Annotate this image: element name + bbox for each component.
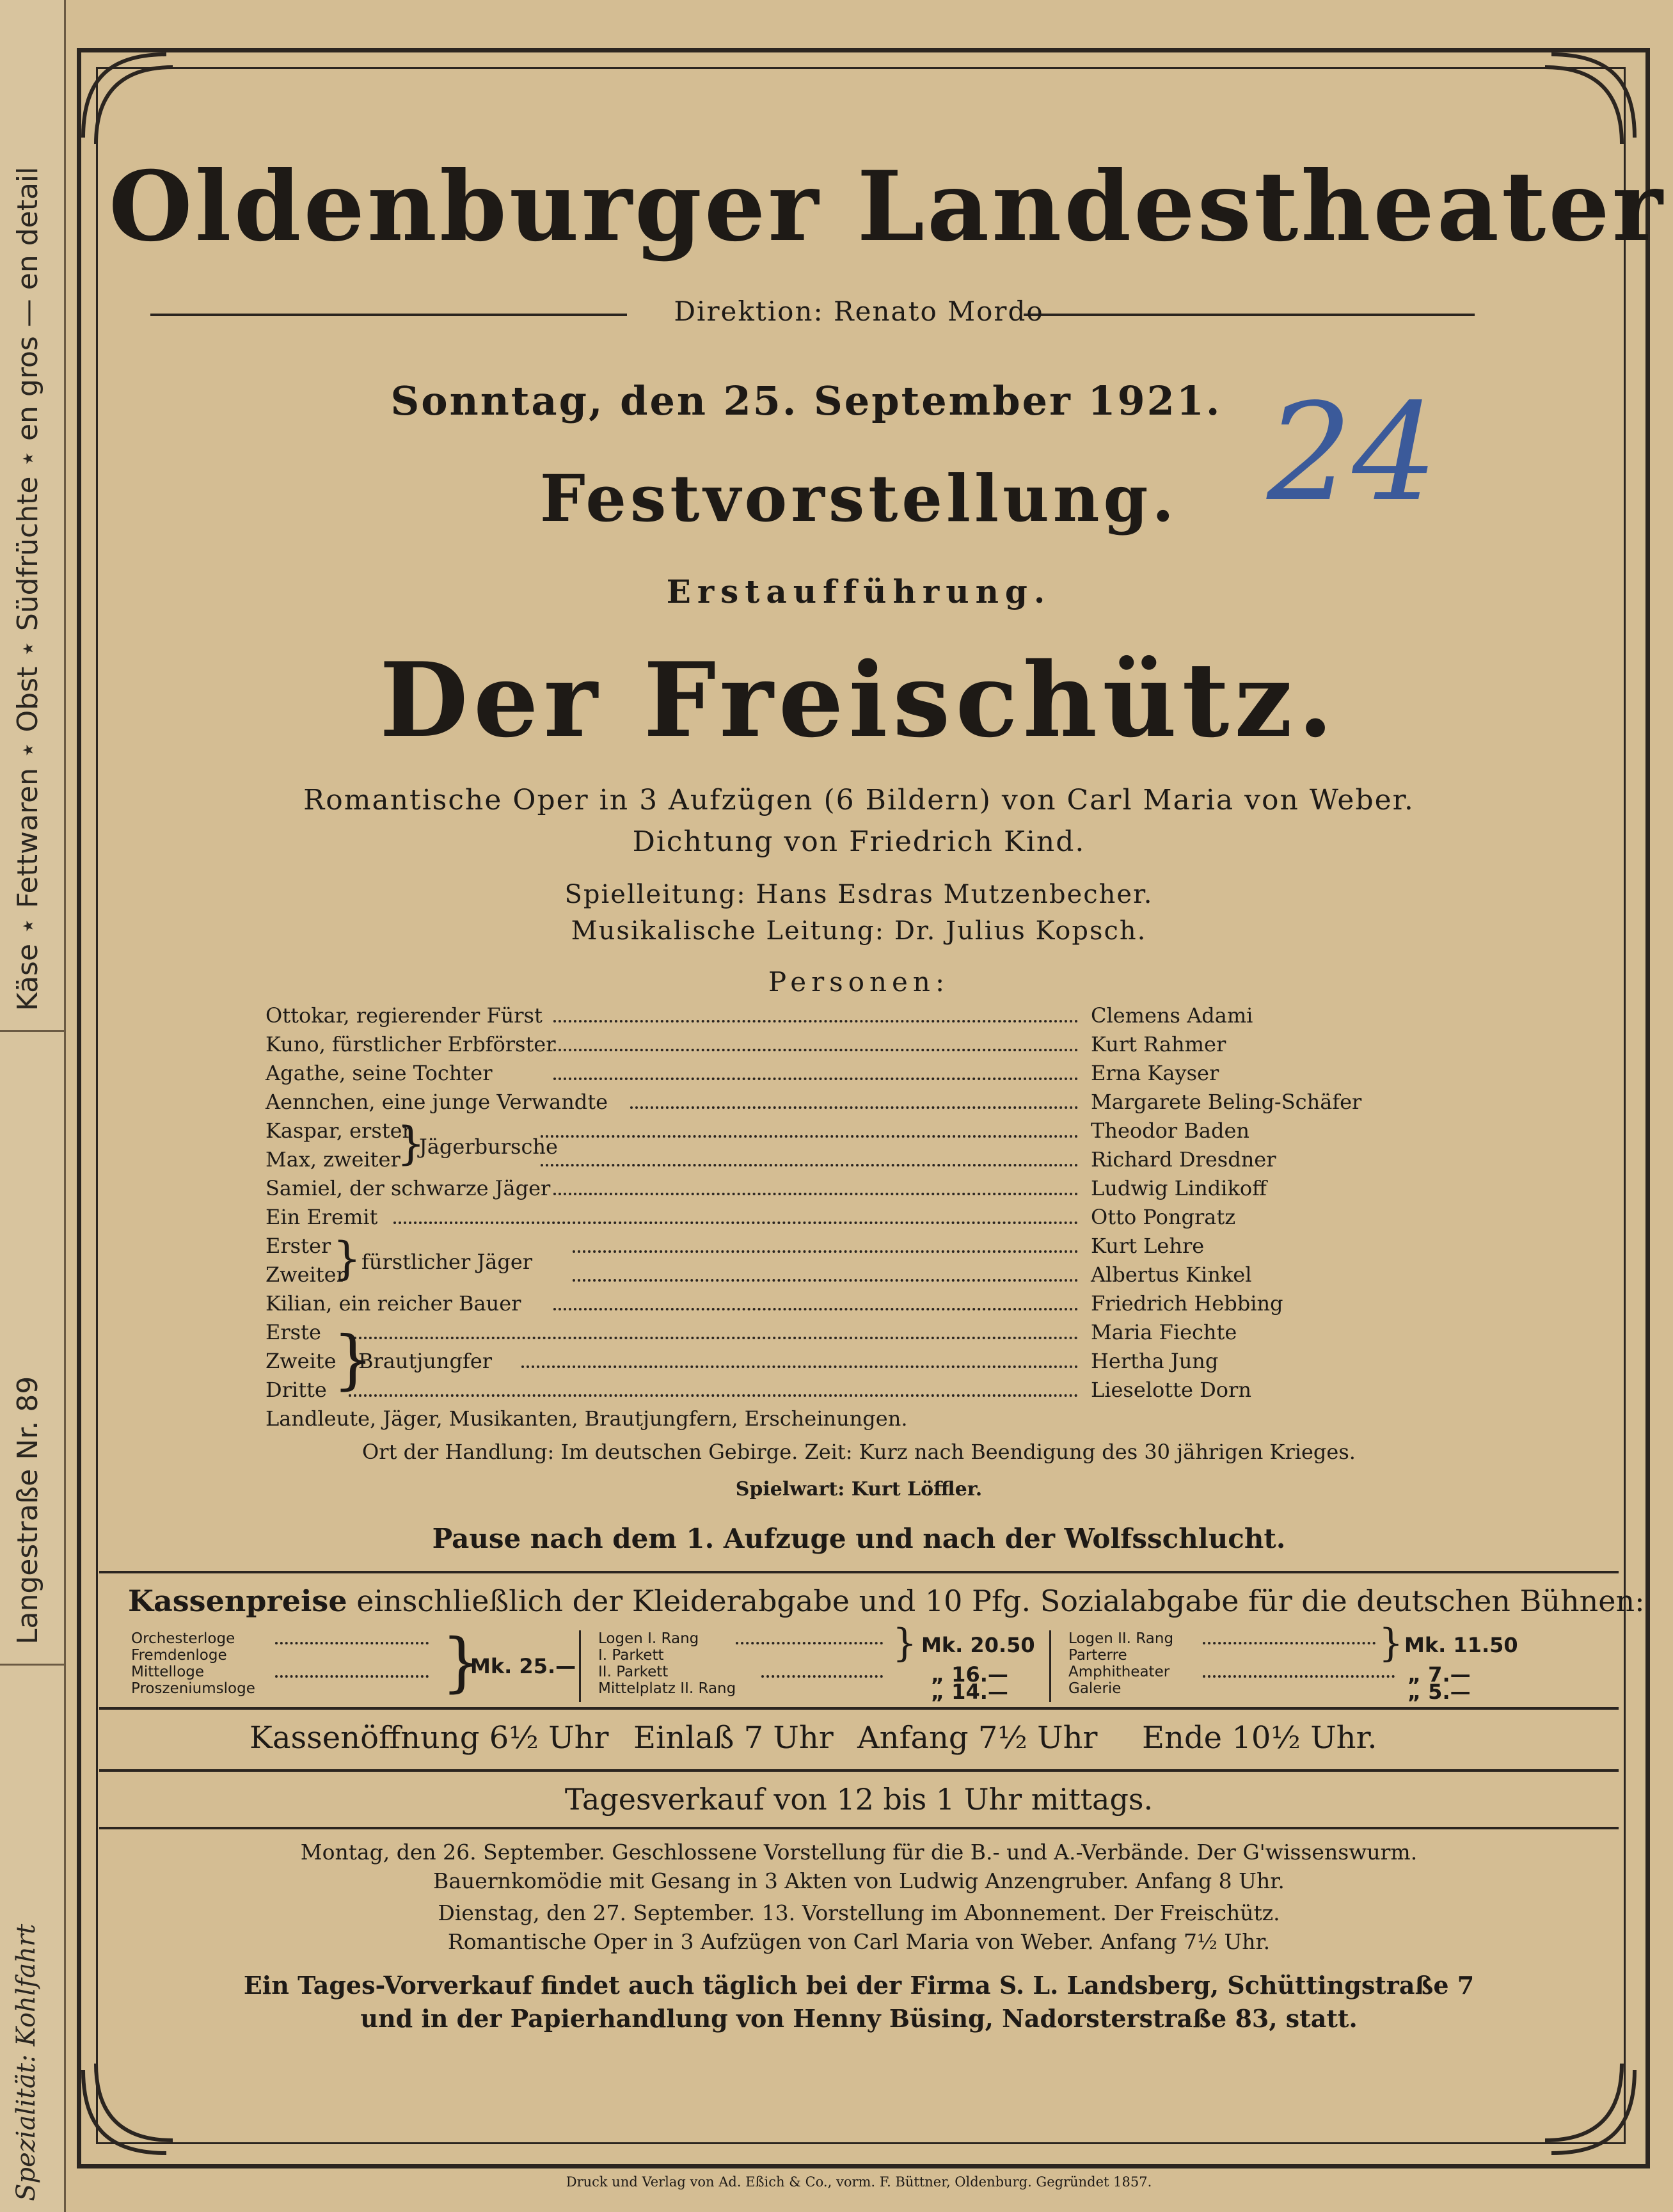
cast-row [266,1032,1539,1060]
opera-title: Der Freischütz. [379,640,1338,760]
times-rule-mid [99,1769,1619,1772]
brace-bridesmaids: } [333,1322,374,1397]
cast-role: Erster [266,1234,331,1258]
cast-actor: Hertha Jung [1091,1349,1219,1373]
strip-divider [0,1030,64,1032]
price-brace: } [441,1625,482,1699]
cast-actor: Maria Fiechte [1091,1320,1237,1344]
performance-date: Sonntag, den 25. September 1921. [390,378,1222,424]
ornament-bottom-left [83,2064,173,2153]
ornament-top-left [83,54,173,144]
leader-dots [541,1164,1078,1166]
leader-dots [573,1250,1078,1253]
setting-line: Ort der Handlung: Im deutschen Gebirge. Zeit: Kurz nach Beendigung des 30 jährigen Krieges. [362,1440,1356,1464]
price-brace: } [892,1621,917,1666]
price-divider [579,1630,581,1702]
cast-role: Erste [266,1320,321,1344]
leader-dots [275,1642,429,1644]
price-item: Galerie [1068,1680,1122,1697]
leader-dots [553,1020,1078,1022]
direction-line: Direktion: Renato Mordo [674,296,1044,327]
upcoming-line-3: Dienstag, den 27. September. 13. Vorstellung im Abonnement. Der Freischütz. [438,1900,1280,1925]
cast-row [266,1320,1539,1348]
cast-actor: Otto Pongratz [1091,1205,1236,1229]
cast-row [266,1291,1539,1319]
handwritten-number-text: 24 [1267,374,1438,525]
group-bridesmaids: Brautjungfer [358,1349,493,1373]
festival-heading: Festvorstellung. [539,461,1178,536]
box-office-time: Kassenöffnung 6½ Uhr [250,1720,609,1756]
price-value: „ 14.— [931,1680,1008,1704]
leader-dots [521,1365,1078,1368]
cast-role: Zweite [266,1349,337,1373]
theater-title: Oldenburger Landestheater [109,150,1665,263]
cast-role: Ein Eremit [266,1205,378,1229]
leader-dots [761,1675,883,1678]
stage-direction: Spielleitung: Hans Esdras Mutzenbecher. [564,880,1154,909]
printer-imprint: Druck und Verlag von Ad. Eßich & Co., vorm. F. Büttner, Oldenburg. Gegründet 1857. [566,2174,1152,2190]
admission-time: Einlaß 7 Uhr [633,1720,834,1756]
cast-row [266,1378,1539,1406]
premiere-line: Erstaufführung. [666,573,1052,610]
start-time: Anfang 7½ Uhr [857,1720,1098,1756]
cast-role: Aennchen, eine junge Verwandte [266,1090,608,1114]
stage-manager: Spielwart: Kurt Löffler. [735,1478,983,1500]
leader-dots [736,1642,883,1644]
price-value: „ 7.— [1407,1662,1471,1687]
cast-role: Max, zweiter [266,1147,400,1172]
ornament-bottom-right [1545,2064,1635,2153]
cast-heading: Personen: [768,966,950,998]
price-item: Amphitheater [1068,1664,1170,1680]
cast-role: Kilian, ein reicher Bauer [266,1291,521,1316]
brace-hunters: } [397,1117,425,1170]
prices-heading-rest: einschließlich der Kleiderabgabe und 10 Pfg. Sozialabgabe für die deutschen Bühnen: [356,1584,1645,1618]
cast-actor: Kurt Lehre [1091,1234,1205,1258]
price-item: Mittelplatz II. Rang [598,1680,736,1697]
leader-dots [1203,1675,1395,1678]
price-item: Fremdenloge [131,1647,227,1664]
price-brace: } [1379,1621,1404,1666]
upcoming-line-1: Montag, den 26. September. Geschlossene Vorstellung für die B.- und A.-Verbände. Der G'wissenswurm. [300,1840,1418,1865]
cast-row [266,1205,1539,1233]
price-divider [1049,1630,1051,1702]
cast-role: Dritte [266,1378,327,1402]
music-direction: Musikalische Leitung: Dr. Julius Kopsch. [571,916,1147,946]
price-item: Mittelloge [131,1664,205,1680]
cast-role: Kaspar, erster [266,1118,412,1143]
cast-actor: Clemens Adami [1091,1003,1253,1028]
opera-subtitle: Romantische Oper in 3 Aufzügen (6 Bildern) von Carl Maria von Weber. [303,784,1415,816]
speciality-text: Spezialität: Kohlfahrt [12,1923,41,2201]
libretto-line: Dichtung von Friedrich Kind. [632,825,1086,858]
cast-actor: Ludwig Lindikoff [1091,1176,1267,1200]
leader-dots [630,1106,1078,1109]
cast-actor: Erna Kayser [1091,1061,1219,1085]
cast-role: Ottokar, regierender Fürst [266,1003,543,1028]
price-value: „ 5.— [1407,1680,1471,1704]
prices-heading [128,1584,1645,1618]
upcoming-line-4: Romantische Oper in 3 Aufzügen von Carl Maria von Weber. Anfang 7½ Uhr. [447,1929,1271,1954]
price-value: Mk. 20.50 [921,1633,1035,1657]
price-item: II. Parkett [598,1664,669,1680]
leader-dots [1203,1642,1376,1644]
address-text: Langestraße Nr. 89 [12,1376,44,1644]
leader-dots [553,1193,1078,1195]
cast-role: Zweiter [266,1262,346,1287]
leader-dots [275,1675,429,1678]
cast-actor: Lieselotte Dorn [1091,1378,1251,1402]
presale-line-2: und in der Papierhandlung von Henny Büsing, Nadorsterstraße 83, statt. [360,2004,1358,2033]
price-item: Parterre [1068,1647,1127,1664]
cast-actor: Richard Dresdner [1091,1147,1276,1172]
price-value: Mk. 25.— [470,1654,576,1678]
price-item: Proszeniumsloge [131,1680,255,1697]
pause-line: Pause nach dem 1. Aufzuge und nach der Wolfsschlucht. [432,1523,1286,1554]
leader-dots [553,1308,1078,1310]
presale-line-1: Ein Tages-Vorverkauf findet auch täglich bei der Firma S. L. Landsberg, Schüttingstraße 7 [243,1971,1475,2000]
price-item: Logen I. Rang [598,1630,699,1647]
strip-divider [0,1664,64,1666]
cast-actor: Margarete Beling-Schäfer [1091,1090,1362,1114]
day-sale-line: Tagesverkauf von 12 bis 1 Uhr mittags. [564,1782,1154,1817]
group-princely: fürstlicher Jäger [361,1250,533,1274]
times-rule-bottom [99,1827,1619,1829]
cast-actor: Kurt Rahmer [1091,1032,1226,1056]
cast-row [266,1003,1539,1031]
upcoming-line-2: Bauernkomödie mit Gesang in 3 Akten von Ludwig Anzengruber. Anfang 8 Uhr. [433,1868,1285,1893]
ornament-top-right [1545,54,1635,144]
leader-dots [553,1078,1078,1080]
prices-heading-bold: Kassenpreise [128,1584,347,1618]
leader-dots [573,1279,1078,1282]
cast-actor: Theodor Baden [1091,1118,1249,1143]
price-value: Mk. 11.50 [1404,1633,1518,1657]
cast-actor: Albertus Kinkel [1091,1262,1252,1287]
leader-dots [553,1049,1078,1051]
leader-dots [541,1135,1078,1138]
leader-dots [349,1394,1078,1397]
end-time: Ende 10½ Uhr. [1142,1720,1377,1756]
cast-role: Samiel, der schwarze Jäger [266,1176,551,1200]
price-item: I. Parkett [598,1647,664,1664]
cast-role: Agathe, seine Tochter [266,1061,493,1085]
price-item: Orchesterloge [131,1630,235,1647]
price-value: „ 16.— [931,1662,1008,1687]
price-item: Logen II. Rang [1068,1630,1174,1647]
advert-strip [0,0,66,2212]
leader-dots [393,1221,1078,1224]
group-hunters: Jägerbursche [419,1134,558,1159]
leader-dots [349,1337,1078,1339]
cast-actor: Friedrich Hebbing [1091,1291,1283,1316]
times-rule-top [99,1707,1619,1710]
brace-princely: } [333,1232,361,1285]
cast-row [266,1061,1539,1089]
cast-row [266,1176,1539,1204]
prices-rule-top [99,1571,1619,1573]
cast-row [266,1090,1539,1118]
advert-text: Käse ⋆ Fettwaren ⋆ Obst ⋆ Südfrüchte ⋆ en gros — en detail [12,166,44,1011]
cast-role: Kuno, fürstlicher Erbförster [266,1032,556,1056]
extras-line: Landleute, Jäger, Musikanten, Brautjungfern, Erscheinungen. [266,1406,908,1431]
